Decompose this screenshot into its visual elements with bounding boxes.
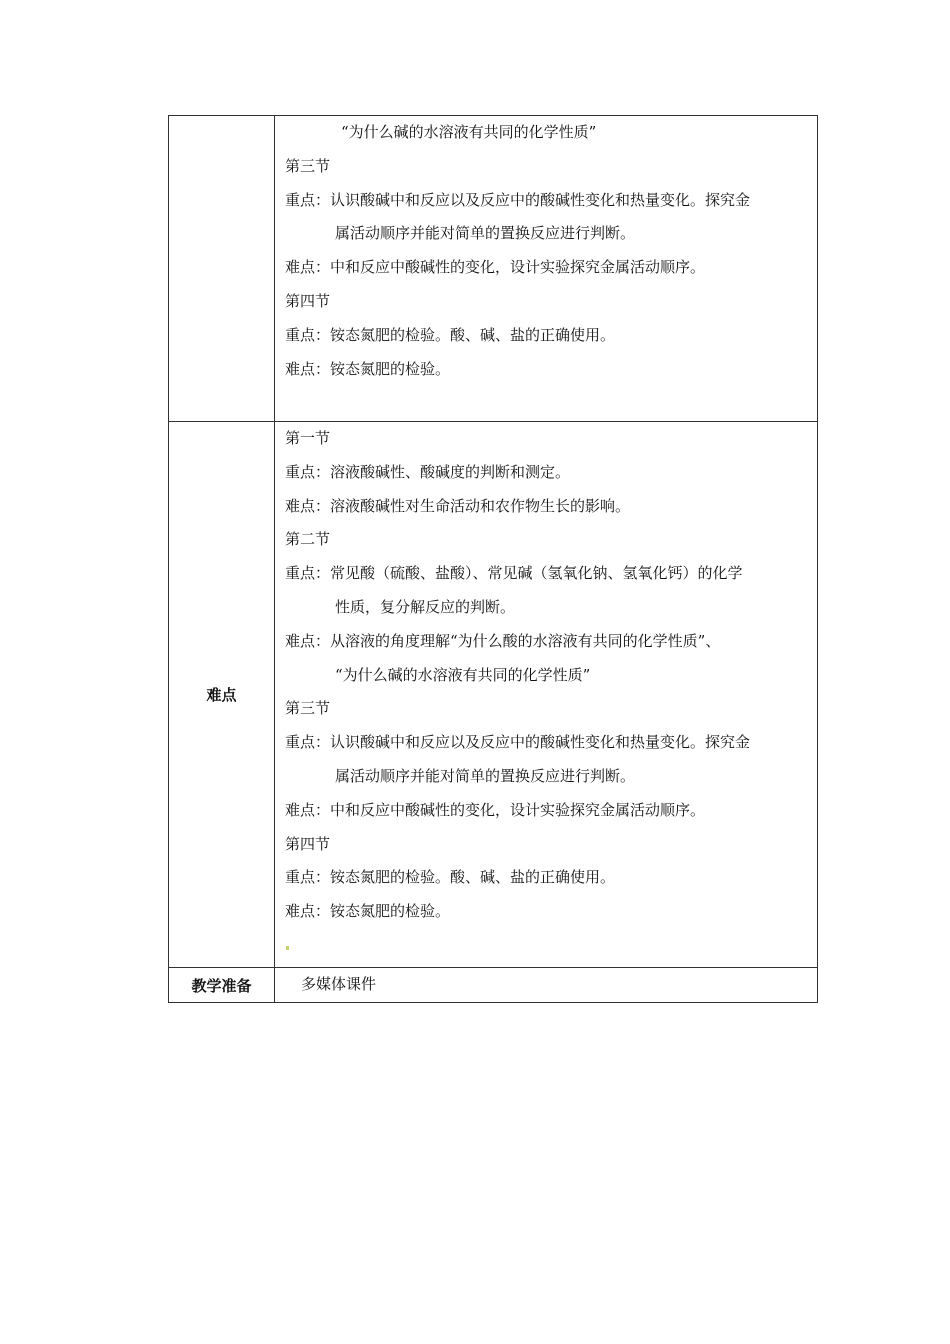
row-label-nandian: 难点: [169, 422, 275, 968]
text-line: 属活动顺序并能对简单的置换反应进行判断。: [335, 224, 636, 243]
text-line: 重点：常见酸（硫酸、盐酸）、常见碱（氢氧化钠、氢氧化钙）的化学: [285, 564, 743, 583]
row-content-prep: [275, 968, 818, 1003]
content-lines: [275, 116, 817, 416]
text-line: 重点：认识酸碱中和反应以及反应中的酸碱性变化和热量变化。探究金: [285, 190, 751, 209]
text-line: 重点：溶液酸碱性、酸碱度的判断和测定。: [285, 462, 571, 481]
text-line: 第二节: [285, 530, 331, 549]
text-line: 重点：铵态氮肥的检验。酸、碱、盐的正确使用。: [285, 325, 616, 344]
text-line: 属活动顺序并能对简单的置换反应进行判断。: [335, 766, 636, 785]
lesson-plan-table: [168, 115, 818, 1003]
row-content-nandian: [275, 422, 818, 968]
row-label-continued: [169, 116, 275, 422]
text-line: 难点：从溶液的角度理解“为什么酸的水溶液有共同的化学性质”、: [285, 631, 721, 650]
text-line: 难点：铵态氮肥的检验。: [285, 359, 451, 378]
text-line: 重点：认识酸碱中和反应以及反应中的酸碱性变化和热量变化。探究金: [285, 733, 751, 752]
text-line: 第三节: [285, 156, 331, 175]
table-row-continued: [169, 116, 818, 422]
text-line: 难点：溶液酸碱性对生命活动和农作物生长的影响。: [285, 496, 631, 515]
blank-line: [285, 929, 809, 959]
text-line: 第四节: [285, 291, 331, 310]
row-label-prep: 教学准备: [169, 968, 275, 1003]
text-line: 第三节: [285, 699, 331, 718]
stray-mark: [286, 946, 289, 950]
text-line: 难点：铵态氮肥的检验。: [285, 902, 451, 921]
table-row-nandian: [169, 422, 818, 968]
text-line: 难点：中和反应中酸碱性的变化，设计实验探究金属活动顺序。: [285, 800, 706, 819]
text-line: “为什么碱的水溶液有共同的化学性质”: [341, 123, 597, 141]
blank-line: [285, 386, 809, 416]
text-line: “为什么碱的水溶液有共同的化学性质”: [335, 665, 591, 684]
text-line: 第一节: [285, 429, 331, 447]
prep-text: 多媒体课件: [301, 975, 377, 993]
text-line: 第四节: [285, 834, 331, 853]
content-lines: [275, 422, 817, 959]
text-line: 难点：中和反应中酸碱性的变化，设计实验探究金属活动顺序。: [285, 258, 706, 277]
text-line: 重点：铵态氮肥的检验。酸、碱、盐的正确使用。: [285, 868, 616, 887]
row-content-continued: [275, 116, 818, 422]
table-row-prep: [169, 968, 818, 1003]
text-line: 性质，复分解反应的判断。: [335, 597, 516, 616]
